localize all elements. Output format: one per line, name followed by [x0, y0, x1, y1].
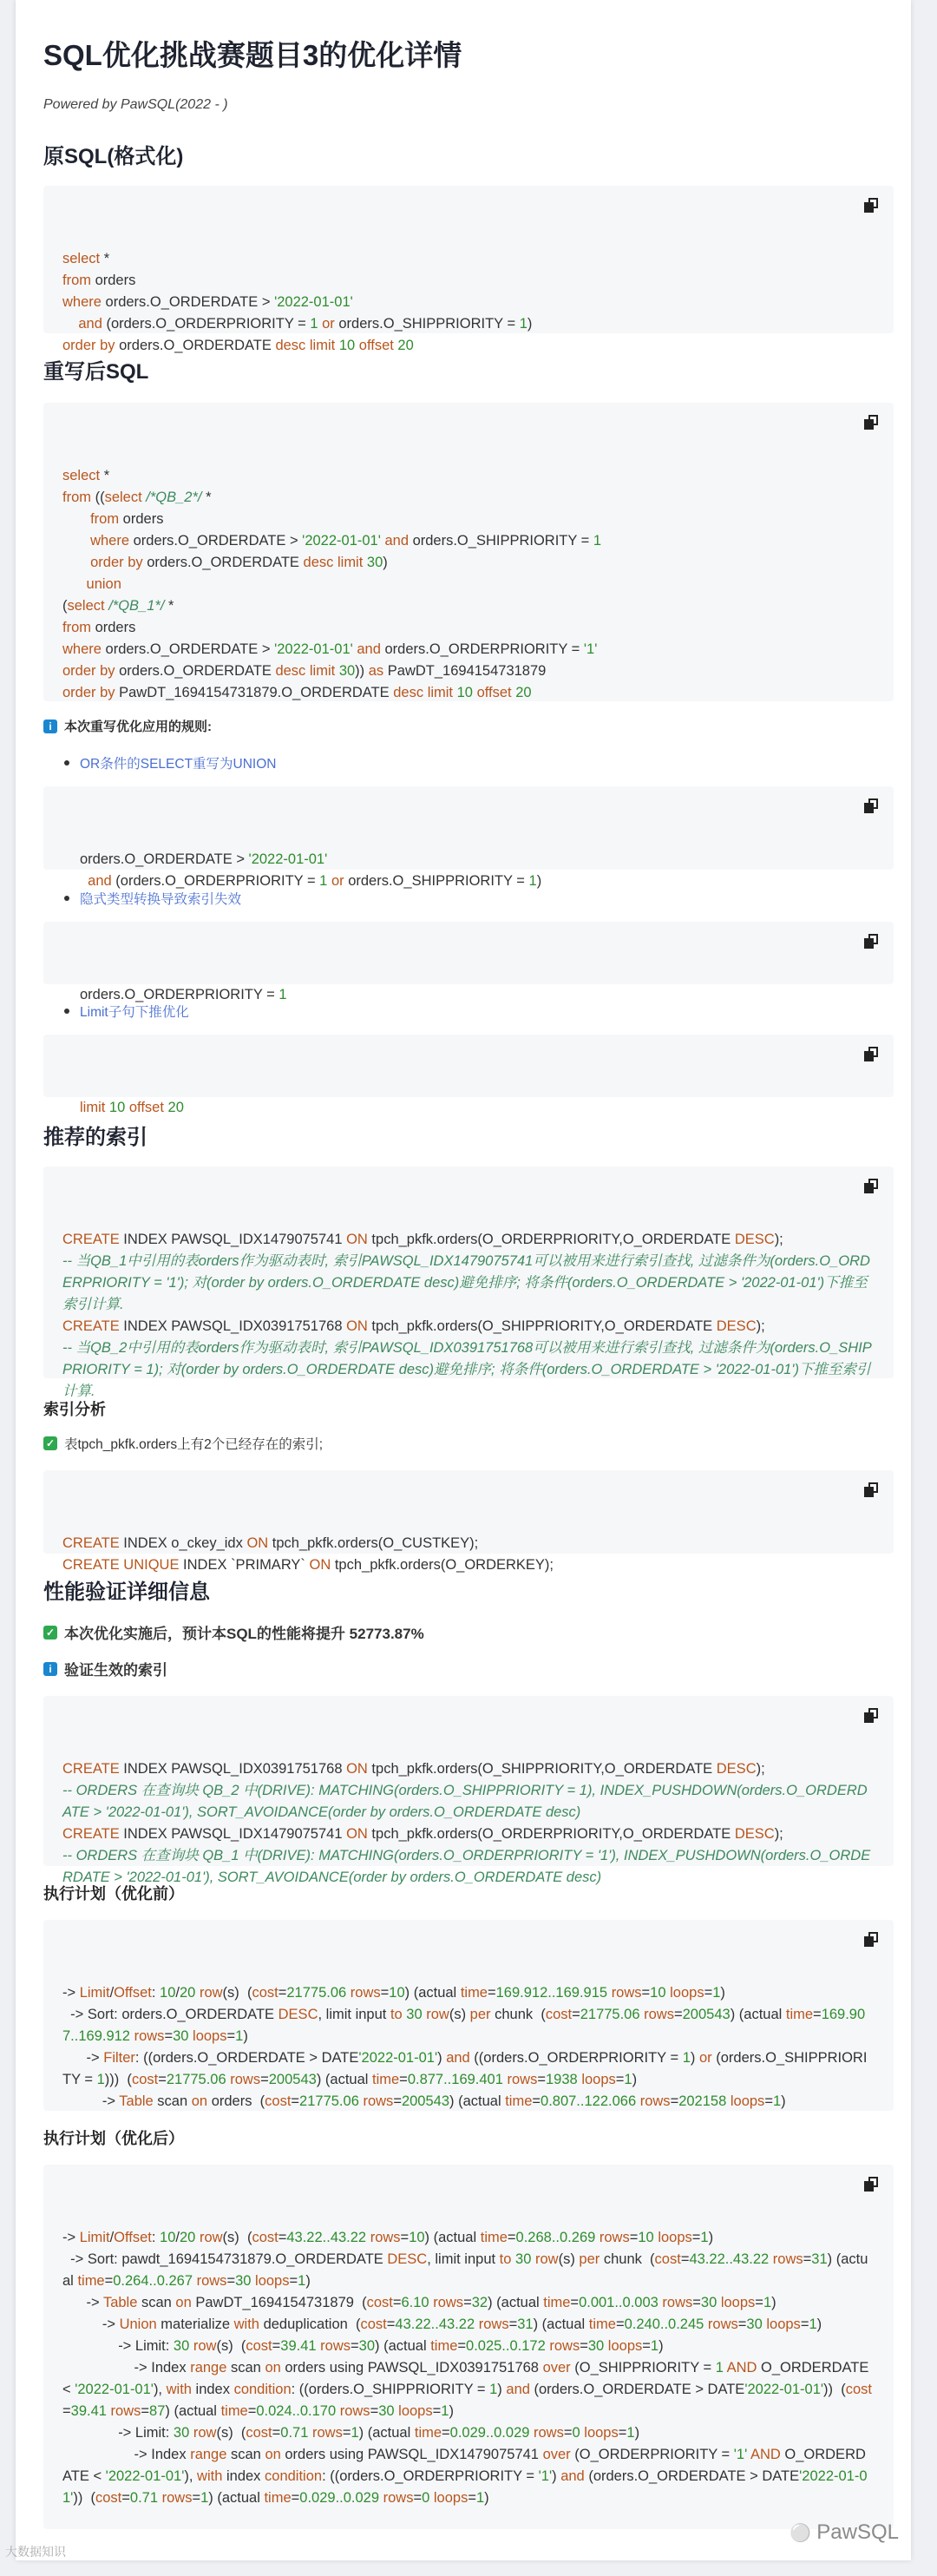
page [16, 0, 911, 2560]
copy-icon[interactable] [864, 415, 880, 430]
copy-icon[interactable] [864, 1482, 880, 1498]
copy-icon[interactable] [864, 1047, 880, 1062]
index-analysis-text: 表tpch_pkfk.orders上有2个已经存在的索引; [64, 1437, 324, 1452]
effective-index-heading [43, 1658, 167, 1679]
copy-icon[interactable] [864, 1932, 880, 1948]
code-block-plan-before: -> Limit/Offset: 10/20 row(s) (cost=21775.06 rows=10) (actual time=169.912..169.915 rows=10 loops=1) -> Sort: orders.O_ORDERDATE DESC, limit input to 30 row(s) per chunk (cost=21775.06 rows=200543) (actual time=169.907..169.912 rows=30 loops=1) -> Filter: ((orders.O_ORDERDATE > DATE'2022-01-01') and ((orders.O_ORDERPRIORITY = 1) or (orders.O_SHIPPRIORITY = 1))) (cost=21775.06 rows=200543) (actual time=0.877..169.401 rows=1938 loops=1) -> Table scan on orders (cost=21775.06 rows=200543) (actual time=0.807..122.066 rows=202158 loops=1) [43, 1920, 894, 2111]
section-plan-after: 执行计划（优化后） [43, 2130, 184, 2147]
perf-summary-text: 本次优化实施后，预计本SQL的性能将提升 52773.87% [64, 1626, 424, 1642]
section-perf-detail: 性能验证详细信息 [43, 1580, 210, 1604]
applied-rules-label: 本次重写优化应用的规则: [64, 720, 212, 734]
effective-index-label: 验证生效的索引 [64, 1662, 167, 1679]
watermark-text: PawSQL [816, 2520, 899, 2544]
rule-item[interactable] [64, 1002, 189, 1021]
code-block-existing-index: CREATE INDEX o_ckey_idx ON tpch_pkfk.orders(O_CUSTKEY); CREATE UNIQUE INDEX `PRIMARY` ON tpch_pkfk.orders(O_ORDERKEY); [43, 1470, 894, 1554]
code-block-effective-index: CREATE INDEX PAWSQL_IDX0391751768 ON tpch_pkfk.orders(O_SHIPPRIORITY,O_ORDERDATE DESC); -- ORDERS 在查询块 QB_2 中(DRIVE): MATCHING(orders.O_SHIPPRIORITY = 1), INDEX_PUSHDOWN(orders.O_ORDERDATE > '2022-01-01'), SORT_AVOIDANCE(order by orders.O_ORDERDATE desc) CREATE INDEX PAWSQL_IDX1479075741 ON tpch_pkfk.orders(O_ORDERPRIORITY,O_ORDERDATE DESC); -- ORDERS 在查询块 QB_1 中(DRIVE): MATCHING(orders.O_ORDERPRIORITY = '1'), INDEX_PUSHDOWN(orders.O_ORDERDATE > '2022-01-01'), SORT_AVOIDANCE(order by orders.O_ORDERDATE desc) [43, 1696, 894, 1866]
perf-summary [43, 1621, 424, 1643]
code-block-plan-after: -> Limit/Offset: 10/20 row(s) (cost=43.22..43.22 rows=10) (actual time=0.268..0.269 rows=10 loops=1) -> Sort: pawdt_1694154731879.O_ORDERDATE DESC, limit input to 30 row(s) per chunk (cost=43.22..43.22 rows=31) (actual time=0.264..0.267 rows=30 loops=1) -> Table scan on PawDT_1694154731879 (cost=6.10 rows=32) (actual time=0.001..0.003 rows=30 loops=1) -> Union materialize with deduplication (cost=43.22..43.22 rows=31) (actual time=0.240..0.245 rows=30 loops=1) -> Limit: 30 row(s) (cost=39.41 rows=30) (actual time=0.025..0.172 rows=30 loops=1) -> Index range scan on orders using PAWSQL_IDX0391751768 over (O_SHIPPRIORITY = 1 AND O_ORDERDATE < '2022-01-01'), with index condition: ((orders.O_SHIPPRIORITY = 1) and (orders.O_ORDERDATE > DATE'2022-01-01')) (cost=39.41 rows=87) (actual time=0.024..0.170 rows=30 loops=1) -> Limit: 30 row(s) (cost=0.71 rows=1) (actual time=0.029..0.029 rows=0 loops=1) -> Index range scan on orders using PAWSQL_IDX1479075741 over (O_ORDERPRIORITY = '1' AND O_ORDERDATE < '2022-01-01'), with index condition: ((orders.O_ORDERPRIORITY = '1') and (orders.O_ORDERDATE > DATE'2022-01-01')) (cost=0.71 rows=1) (actual time=0.029..0.029 rows=0 loops=1) [43, 2165, 894, 2529]
section-original-sql: 原SQL(格式化) [43, 145, 184, 168]
watermark [790, 2520, 899, 2545]
code-block-rewritten: select * from ((select /*QB_2*/ * from orders where orders.O_ORDERDATE > '2022-01-01' and orders.O_SHIPPRIORITY = 1 order by orders.O_ORDERDATE desc limit 30) union (select /*QB_1*/ * from orders where orders.O_ORDERDATE > '2022-01-01' and orders.O_ORDERPRIORITY = '1' order by orders.O_ORDERDATE desc limit 30)) as PawDT_1694154731879 order by PawDT_1694154731879.O_ORDERDATE desc limit 10 offset 20 [43, 403, 894, 701]
bullet-icon [64, 1009, 69, 1014]
copy-icon[interactable] [864, 198, 880, 214]
section-recommended-index: 推荐的索引 [43, 1126, 147, 1149]
page-title: SQL优化挑战赛题目3的优化详情 [43, 39, 462, 71]
rule-link-limit-pushdown[interactable]: Limit子句下推优化 [80, 1005, 189, 1020]
bullet-icon [64, 896, 69, 901]
copy-icon[interactable] [864, 2177, 880, 2192]
rule-link-or-union[interactable]: OR条件的SELECT重写为UNION [80, 757, 277, 772]
code-block-original: select * from orders where orders.O_ORDERDATE > '2022-01-01' and (orders.O_ORDERPRIORITY = 1 or orders.O_SHIPPRIORITY = 1) order by orders.O_ORDERDATE desc limit 10 offset 20 [43, 186, 894, 333]
section-plan-before: 执行计划（优化前） [43, 1885, 184, 1902]
code-block-index: CREATE INDEX PAWSQL_IDX1479075741 ON tpch_pkfk.orders(O_ORDERPRIORITY,O_ORDERDATE DESC); -- 当QB_1中引用的表orders作为驱动表时, 索引PAWSQL_IDX1479075741可以被用来进行索引查找, 过滤条件为(orders.O_ORDERPRIORITY = '1'); 对(order by orders.O_ORDERDATE desc)避免排序; 将条件(orders.O_ORDERDATE > '2022-01-01')下推至索引计算. CREATE INDEX PAWSQL_IDX0391751768 ON tpch_pkfk.orders(O_SHIPPRIORITY,O_ORDERDATE DESC); -- 当QB_2中引用的表orders作为驱动表时, 索引PAWSQL_IDX0391751768可以被用来进行索引查找, 过滤条件为(orders.O_SHIPPRIORITY = 1); 对(order by orders.O_ORDERDATE desc)避免排序; 将条件(orders.O_ORDERDATE > '2022-01-01')下推至索引计算. [43, 1166, 894, 1378]
code-block-rule-1: orders.O_ORDERDATE > '2022-01-01' and (orders.O_ORDERPRIORITY = 1 or orders.O_SHIPPRIORITY = 1) [43, 786, 894, 870]
rule-item[interactable] [64, 889, 241, 908]
corner-watermark: 大数据知识 [5, 2545, 66, 2559]
code-block-rule-3: limit 10 offset 20 [43, 1035, 894, 1097]
bullet-icon [64, 760, 69, 766]
rule-item[interactable] [64, 753, 277, 772]
wechat-icon: ⚪ [790, 2523, 812, 2543]
applied-rules-heading [43, 717, 212, 735]
section-rewritten-sql: 重写后SQL [43, 360, 149, 384]
copy-icon[interactable] [864, 1708, 880, 1724]
section-index-analysis: 索引分析 [43, 1401, 106, 1418]
copy-icon[interactable] [864, 934, 880, 950]
info-icon: i [43, 720, 57, 733]
info-icon: i [43, 1662, 57, 1676]
rule-link-implicit-cast[interactable]: 隐式类型转换导致索引失效 [80, 892, 242, 907]
powered-by: Powered by PawSQL(2022 - ) [43, 97, 228, 112]
copy-icon[interactable] [864, 798, 880, 814]
check-icon: ✓ [43, 1626, 57, 1640]
code-block-rule-2: orders.O_ORDERPRIORITY = 1 [43, 922, 894, 984]
index-analysis-note [43, 1434, 323, 1453]
check-icon: ✓ [43, 1436, 57, 1450]
copy-icon[interactable] [864, 1179, 880, 1194]
